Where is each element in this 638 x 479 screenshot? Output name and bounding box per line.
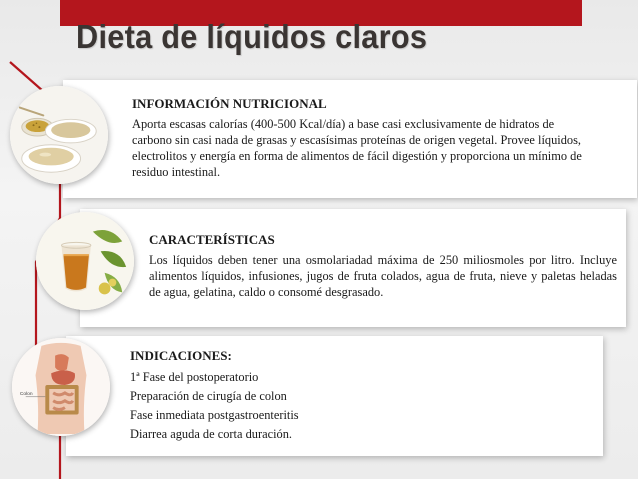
soup-bowls-photo [10,86,108,184]
list-item: Preparación de cirugía de colon [130,389,287,403]
indications-card [66,336,603,456]
list-item: Fase inmediata postgastroenteritis [130,408,299,422]
characteristics-heading: CARACTERÍSTICAS [149,232,275,247]
indications-list [130,368,550,444]
colon-label: Colon [19,391,33,397]
characteristics-card [80,209,626,327]
nutrition-info-heading: INFORMACIÓN NUTRICIONAL [132,96,327,111]
page-title: Dieta de líquidos claros [76,18,428,55]
nutrition-info-text: Aporta escasas calorías (400-500 Kcal/día) a base casi exclusivamente de hidratos de carbono sin casi nada de grasas y escasísimas proteínas de origen vegetal. Provee líquidos, electrolitos y energía en forma de alimentos de fácil digestión y proporciona un mínimo de residuo intestinal. [132,117,582,179]
characteristics-text: Los líquidos deben tener una osmolariadad máxima de 250 miliosmoles por litro. Incluye alimentos líquidos, infusiones, jugos de fruta colados, agua de fruta, nieve y paletas heladas de agua, gelatina, caldo o consomé desgrasado. [149,253,617,299]
digestive-anatomy-photo [12,338,110,436]
herbal-tea-photo [36,212,134,310]
indications-heading: INDICACIONES: [130,348,232,363]
nutrition-info-card [63,80,637,198]
list-item: Diarrea aguda de corta duración. [130,427,293,441]
list-item: 1ª Fase del postoperatorio [130,370,259,384]
